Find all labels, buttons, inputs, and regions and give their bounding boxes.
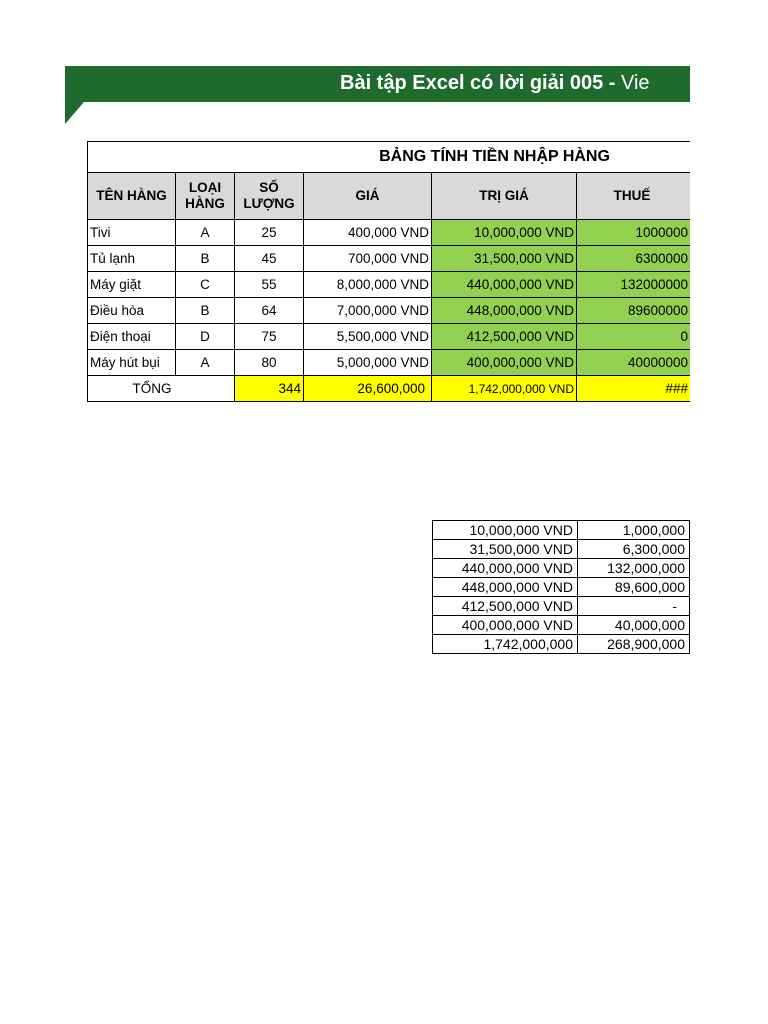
summary-thue[interactable]: 268,900,000 [578,635,690,654]
cell-ten[interactable]: Tủ lạnh [88,246,176,272]
cell-thue[interactable]: 0 [577,324,691,350]
cell-gia[interactable]: 700,000 VND [304,246,432,272]
header-thue[interactable]: THUẾ [577,173,691,220]
cell-gia[interactable]: 5,500,000 VND [304,324,432,350]
cell-trigia[interactable]: 412,500,000 VND [432,324,577,350]
table-row [88,220,691,246]
cell-gia[interactable]: 5,000,000 VND [304,350,432,376]
cell-loai[interactable]: D [176,324,235,350]
cell-loai[interactable]: A [176,220,235,246]
banner-fold [65,102,84,124]
summary-thue[interactable]: 40,000,000 [578,616,690,635]
summary-trigia[interactable]: 400,000,000 VND [433,616,578,635]
table-row [88,298,691,324]
table-title: BẢNG TÍNH TIỀN NHẬP HÀNG [88,142,691,173]
cell-trigia[interactable]: 448,000,000 VND [432,298,577,324]
total-trigia[interactable]: 1,742,000,000 VND [432,376,577,402]
header-ten-hang[interactable]: TÊN HÀNG [88,173,176,220]
title-rest: Vie [621,72,650,94]
cell-ten[interactable]: Điện thoại [88,324,176,350]
total-row [88,376,691,402]
cell-trigia[interactable]: 400,000,000 VND [432,350,577,376]
cell-ten[interactable]: Máy giặt [88,272,176,298]
header-loai-hang[interactable]: LOẠI HÀNG [176,173,235,220]
table-row [433,540,690,559]
cell-thue[interactable]: 6300000 [577,246,691,272]
cell-gia[interactable]: 7,000,000 VND [304,298,432,324]
summary-thue[interactable]: 132,000,000 [578,559,690,578]
table-row [433,635,690,654]
cell-trigia[interactable]: 440,000,000 VND [432,272,577,298]
cell-thue[interactable]: 132000000 [577,272,691,298]
cell-ten[interactable]: Máy hút bụi [88,350,176,376]
summary-trigia[interactable]: 10,000,000 VND [433,521,578,540]
table-row [433,578,690,597]
table-row [433,597,690,616]
table-title-row [88,142,691,173]
cell-gia[interactable]: 8,000,000 VND [304,272,432,298]
summary-thue[interactable]: 89,600,000 [578,578,690,597]
total-gia[interactable]: 26,600,000 [304,376,432,402]
page-title [340,72,650,95]
table-row [433,616,690,635]
table-row [433,559,690,578]
cell-loai[interactable]: C [176,272,235,298]
summary-table [432,520,690,654]
cell-sl[interactable]: 55 [235,272,304,298]
cell-loai[interactable]: B [176,246,235,272]
cell-trigia[interactable]: 31,500,000 VND [432,246,577,272]
title-banner [65,66,690,102]
table-row [88,272,691,298]
summary-trigia[interactable]: 440,000,000 VND [433,559,578,578]
main-table [87,141,690,402]
cell-sl[interactable]: 75 [235,324,304,350]
cell-sl[interactable]: 80 [235,350,304,376]
header-gia[interactable]: GIÁ [304,173,432,220]
summary-trigia[interactable]: 31,500,000 VND [433,540,578,559]
header-tri-gia[interactable]: TRỊ GIÁ [432,173,577,220]
spreadsheet [87,141,690,407]
summary-thue[interactable]: - [578,597,690,616]
cell-sl[interactable]: 64 [235,298,304,324]
cell-sl[interactable]: 45 [235,246,304,272]
summary-trigia[interactable]: 448,000,000 VND [433,578,578,597]
header-row [88,173,691,220]
header-so-luong[interactable]: SỐ LƯỢNG [235,173,304,220]
cell-sl[interactable]: 25 [235,220,304,246]
table-row [88,324,691,350]
cell-thue[interactable]: 40000000 [577,350,691,376]
summary-trigia[interactable]: 1,742,000,000 [433,635,578,654]
table-row [433,521,690,540]
table-row [88,246,691,272]
cell-ten[interactable]: Tivi [88,220,176,246]
total-thue[interactable]: ### [577,376,691,402]
cell-ten[interactable]: Điều hòa [88,298,176,324]
total-sl[interactable]: 344 [235,376,304,402]
title-bold: Bài tập Excel có lời giải 005 - [340,72,621,94]
cell-trigia[interactable]: 10,000,000 VND [432,220,577,246]
cell-thue[interactable]: 1000000 [577,220,691,246]
summary-thue[interactable]: 1,000,000 [578,521,690,540]
summary-trigia[interactable]: 412,500,000 VND [433,597,578,616]
summary-thue[interactable]: 6,300,000 [578,540,690,559]
cell-gia[interactable]: 400,000 VND [304,220,432,246]
cell-loai[interactable]: B [176,298,235,324]
total-label[interactable]: TỔNG [88,376,235,402]
table-row [88,350,691,376]
cell-loai[interactable]: A [176,350,235,376]
cell-thue[interactable]: 89600000 [577,298,691,324]
